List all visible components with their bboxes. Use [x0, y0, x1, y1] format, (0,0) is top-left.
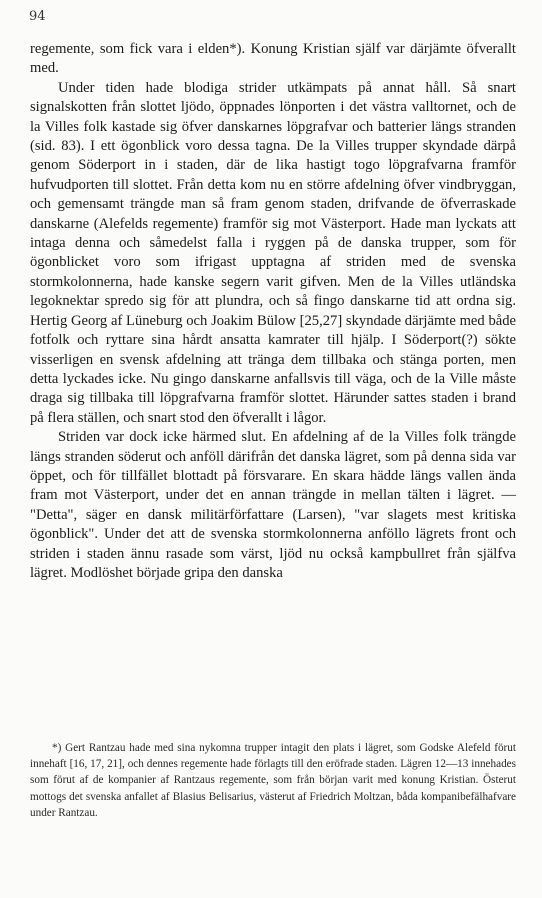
paragraph: Under tiden hade blodiga strider utkämpats på annat håll. Så snart signalskotten från slottet ljödo, öppnades lönporten i det västra valltornet, och de la Villes folk kastade sig öfver danskarnes löpgrafvar och batterier längs stranden (sid. 83). I ett ögonblick voro dessa tagna. De la Villes trupper skyndade därpå genom Söderport in i staden, där de lika hastigt togo löpgrafvarna framför hufvudporten till slottet. Från detta kom nu en större afdelning öfver vindbryggan, och gemensamt trängde man så fram genom staden, drifvande de öfverraskade danskarne (Alefelds regemente) framför sig mot Västerport. Hade man lyckats att intaga denna och såmedelst falla i ryggen på de danska trupper, som för ögonblicket voro som ifrigast upptagna af striden med de svenska stormkolonnerna, hade kanske segern varit gifven. Men de la Villes utländska legoknektar spredo sig för att plundra, och så fingo danskarne tid att ordna sig. Hertig Georg af Lüneburg och Joakim Bülow [25,27] skyndade därjämte med både fotfolk och ryttare sina hårdt ansatta kamrater till hjälp. I Söderport(?) sökte visserligen en svensk afdelning att tränga dem tillbaka och stänga porten, men detta lyckades icke. Nu gingo danskarne anfallsvis till väga, och de la Ville måste draga sig tillbaka till löpgrafvarna framför slottet. Härunder sattes staden i brand på flera ställen, och snart stod den öfverallt i lågor. — [30, 79, 516, 426]
footnote: *) Gert Rantzau hade med sina nykomna trupper intagit den plats i lägret, som Godske Alefeld förut innehaft [16, 17, 21], och dennes regemente hade förlagts till den eröfrade staden. Lägren 12—13 innehades som förut af de kompanier af Rantzaus regemente, som från början varit med konung Kristian. Österut mottogs det svenska anfallet af Blasius Belisarius, västerut af Friedrich Moltzan, båda kompanibefälhafvare under Rantzau. — [30, 742, 516, 819]
footnotes — [30, 740, 516, 821]
paragraph-continued: regemente, som fick vara i elden*). Konung Kristian själf var därjämte öfverallt med. — [30, 41, 516, 77]
page-number: 94 — [29, 9, 46, 24]
paragraph: Striden var dock icke härmed slut. En afdelning af de la Villes folk trängde längs stranden söderut och anföll därifrån det danska lägret, som på denna sida var öppet, och för tillfället blottadt på försvarare. En skara hädde längs vallen ända fram mot Västerport, under det en annan trängde in mellan tälten i lägret. — "Detta", säger en dansk militärförfattare (Larsen), "var slagets mest kritiska ögonblick". Under det att de svenska stormkolonnerna anföllo lägrets front och striden i staden ännu rasade som värst, ljöd nu också kampbullret från själfva lägret. Modlöshet började gripa den danska — [30, 429, 516, 581]
body-text — [30, 40, 516, 583]
